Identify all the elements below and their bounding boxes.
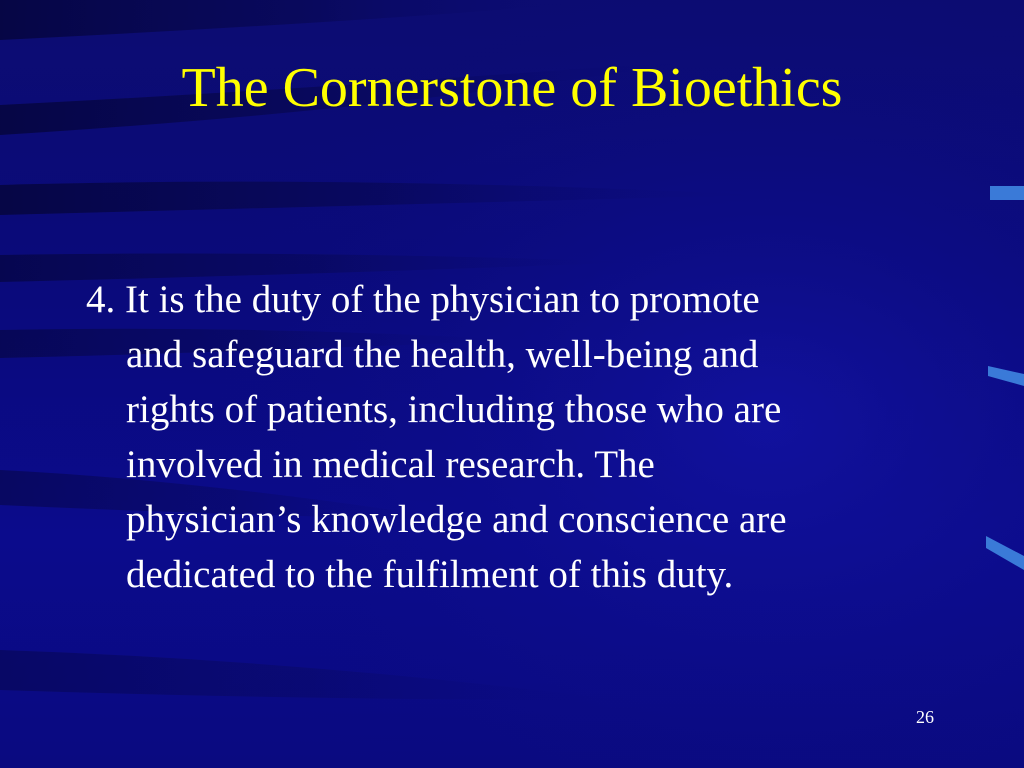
body-line-3: rights of patients, including those who are <box>126 388 782 431</box>
body-line-1: 4. It is the duty of the physician to promote <box>86 278 760 321</box>
body-line-4: involved in medical research. The <box>126 443 655 486</box>
slide-body <box>86 272 966 602</box>
body-line-6: dedicated to the fulfilment of this duty. <box>126 553 734 596</box>
body-line-2: and safeguard the health, well-being and <box>126 333 759 376</box>
slide-number: 26 <box>916 707 934 727</box>
body-line-5: physician’s knowledge and conscience are <box>126 498 787 541</box>
slide-title: The Cornerstone of Bioethics <box>181 57 843 119</box>
